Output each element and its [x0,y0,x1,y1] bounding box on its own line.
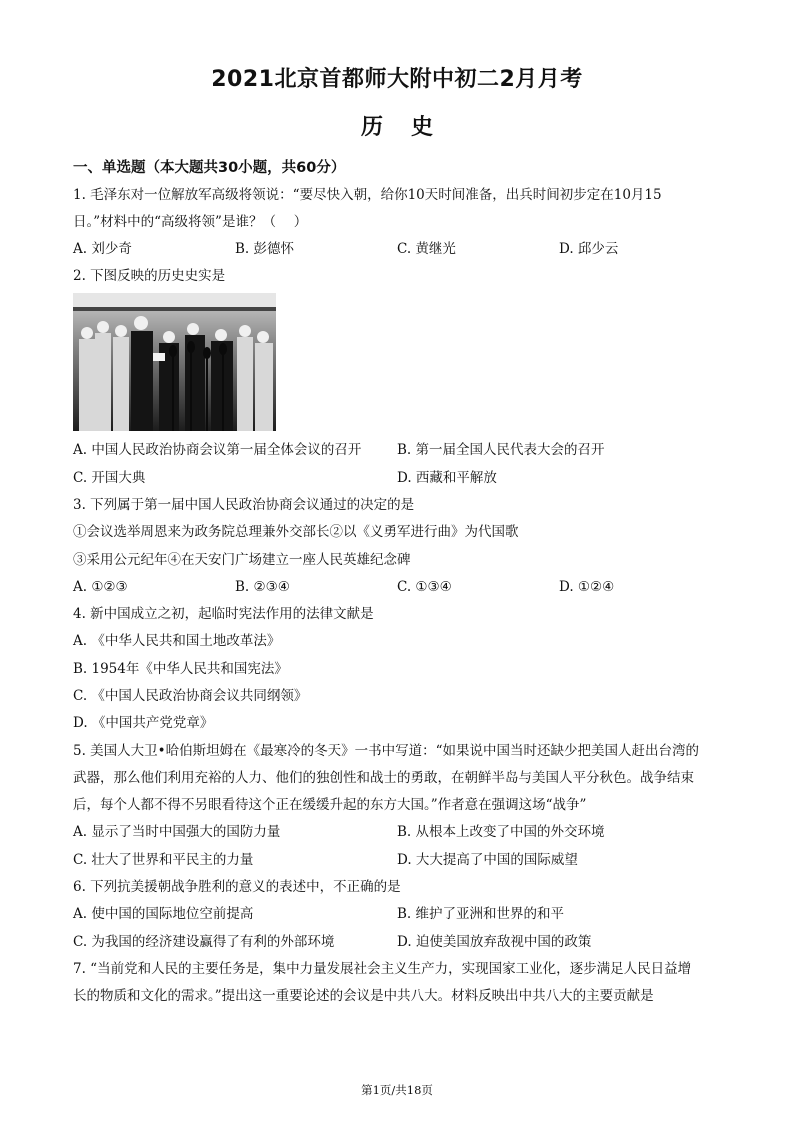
question-5-stem-line-2: 武器，那么他们利用充裕的人力、他们的独创性和战士的勇敢，在朝鲜半岛与美国人平分秋色。战争结束 [73,770,694,786]
question-7-stem-line-1: 7. “当前党和人民的主要任务是，集中力量发展社会主义生产力，实现国家工业化，逐步满足人民日益增 [73,961,692,977]
question-4-option-c: C. 《中国人民政治协商会议共同纲领》 [73,688,308,704]
question-4-option-d: D. 《中国共产党党章》 [73,715,214,731]
question-3-option-b: B. ②③④ [235,579,290,595]
historical-photo [73,293,276,431]
question-2-option-c: C. 开国大典 [73,470,146,486]
question-6-option-d: D. 迫使美国放弃敌视中国的政策 [397,934,592,950]
question-3-stem-line-1: 3. 下列属于第一届中国人民政治协商会议通过的决定的是 [73,497,415,513]
subject-title: 历史 [360,115,461,140]
ceremony-photo-illustration [73,293,276,431]
question-4-stem: 4. 新中国成立之初，起临时宪法作用的法律文献是 [73,606,374,622]
question-5-stem-line-1: 5. 美国人大卫•哈伯斯坦姆在《最寒冷的冬天》一书中写道：“如果说中国当时还缺少把美国人赶出台湾的 [73,743,700,759]
question-5-option-d: D. 大大提高了中国的国际威望 [397,852,578,868]
question-1-stem-line-2: 日。”材料中的“高级将领”是谁？（ ） [73,214,308,230]
question-3-option-d: D. ①②④ [559,579,615,595]
question-1-stem-line-1: 1. 毛泽东对一位解放军高级将领说：“要尽快入朝，给你10天时间准备，出兵时间初步定在10月15 [73,187,662,203]
question-4-option-b: B. 1954年《中华人民共和国宪法》 [73,661,288,677]
question-3-stem-line-3: ③采用公元纪年④在天安门广场建立一座人民英雄纪念碑 [73,552,411,568]
question-2-stem: 2. 下图反映的历史史实是 [73,268,226,284]
question-6-option-b: B. 维护了亚洲和世界的和平 [397,906,565,922]
page-number: 第1页/共18页 [361,1083,433,1097]
question-2-option-b: B. 第一届全国人民代表大会的召开 [397,442,605,458]
question-3-stem-line-2: ①会议选举周恩来为政务院总理兼外交部长②以《义勇军进行曲》为代国歌 [73,524,519,540]
question-4-option-a: A. 《中华人民共和国土地改革法》 [73,633,281,649]
section-heading: 一、单选题（本大题共30小题，共60分） [73,160,346,176]
question-6-option-a: A. 使中国的国际地位空前提高 [73,906,254,922]
exam-title: 2021北京首都师大附中初二2月月考 [211,67,583,92]
question-5-stem-line-3: 后，每个人都不得不另眼看待这个正在缓缓升起的东方大国。”作者意在强调这场“战争” [73,797,587,813]
question-1-option-c: C. 黄继光 [397,241,456,257]
question-2-option-d: D. 西藏和平解放 [397,470,497,486]
question-1-option-a: A. 刘少奇 [73,241,132,257]
question-5-option-a: A. 显示了当时中国强大的国防力量 [73,824,281,840]
question-3-option-a: A. ①②③ [73,579,128,595]
question-5-option-c: C. 壮大了世界和平民主的力量 [73,852,254,868]
question-6-stem: 6. 下列抗美援朝战争胜利的意义的表述中，不正确的是 [73,879,401,895]
question-3-option-c: C. ①③④ [397,579,452,595]
question-2-option-a: A. 中国人民政治协商会议第一届全体会议的召开 [73,442,362,458]
question-1-option-d: D. 邱少云 [559,241,619,257]
question-1-option-b: B. 彭德怀 [235,241,295,257]
question-5-option-b: B. 从根本上改变了中国的外交环境 [397,824,605,840]
question-7-stem-line-2: 长的物质和文化的需求。”提出这一重要论述的会议是中共八大。材料反映出中共八大的主要贡献是 [73,988,654,1004]
question-6-option-c: C. 为我国的经济建设赢得了有利的外部环境 [73,934,335,950]
